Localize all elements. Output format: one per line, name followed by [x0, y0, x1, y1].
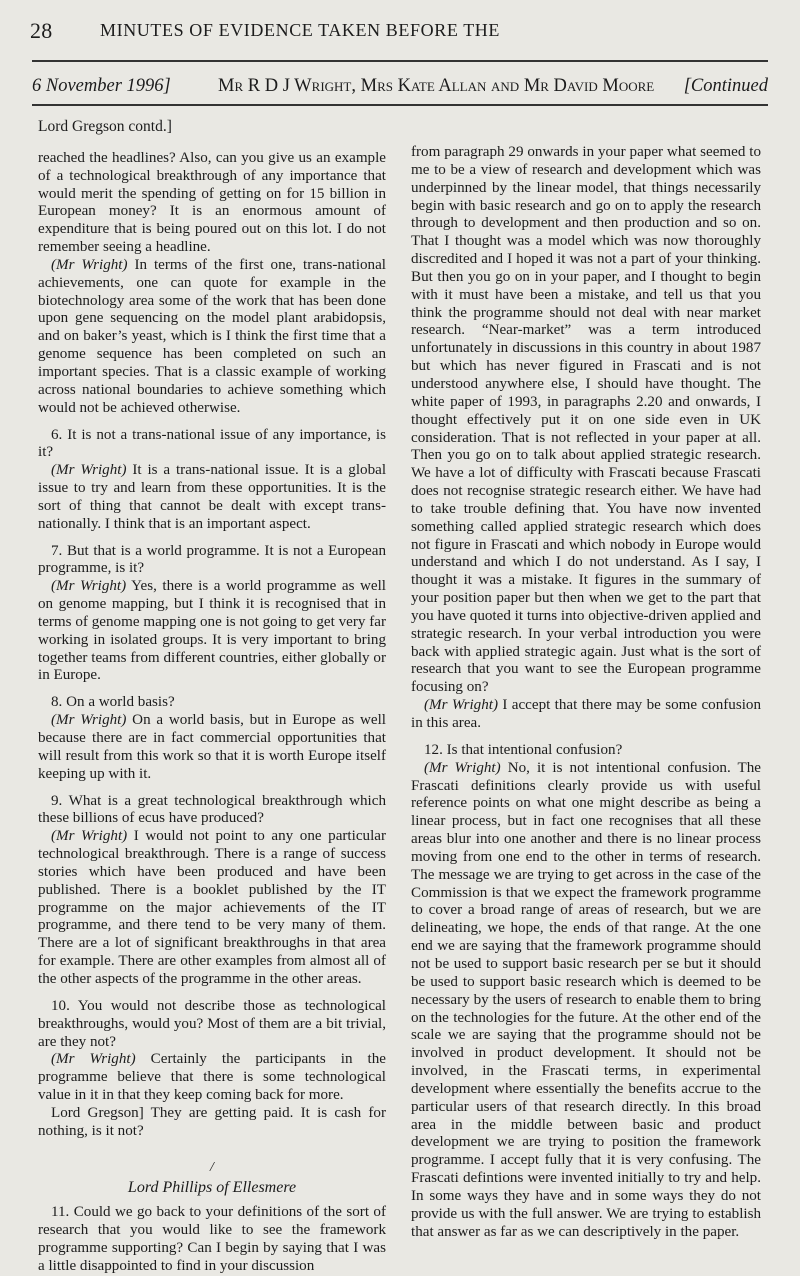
- answer-paragraph: [411, 760, 761, 1242]
- answer-text: In terms of the first one, trans-national achievements, one can quote for example in the biotechnology area some of the work that has been done upon gene sequencing on the model plant arabidopsis, and on baker’s yeast, which is I think the first time that a genome sequence has been completed on such an important species. That is a classic example of working across national boundaries to achieve something which would not be achieved otherwise.: [38, 256, 386, 416]
- answer-speaker: (Mr Wright): [424, 759, 501, 776]
- answer-speaker: (Mr Wright): [51, 462, 127, 479]
- header-rule-bottom: [32, 104, 768, 106]
- answer-paragraph: [411, 697, 761, 733]
- running-title: MINUTES OF EVIDENCE TAKEN BEFORE THE: [100, 20, 500, 40]
- question-continued: from paragraph 29 onwards in your paper what seemed to me to be a view of research and development which was underpinned by the linear model, that things necessarily begin with basic research and go on to apply the research through to development and then production and so on. That I thought was a model which was now thoroughly discredited and I hoped it was not a part of your thinking. But then you go on in your paper, and I thought to begin with it must have been a mistake, and tell us that you think the programme should not deal with near market research. “Near-market” was a term introduced unfortunately in discussions in this country in about 1987 but which has never figured in Frascati and is not understood anywhere else, I should have thought. The white paper of 1993, in paragraphs 2.20 and onwards, I thought effectively put it on one side even in UK consideration. That is not reflected in your paper at all. Then you go on to talk about applied strategic research. We have a lot of difficulty with Frascati because Frascati does not recognise strategic research either. We have had to take trouble defining that. You have now invented something called applied strategic research which does not figure in Frascati and which nobody in Europe would understand and which I do not understand. As I say, I thought it was a mistake. It figures in the summary of your position paper but then when we get to the part that you have quoted it turns into objective-driven applied and strategic research. In your verbal introduction you were back with applied strategic again. Just what is the sort of research that you want to see the European programme focusing on?: [411, 144, 761, 696]
- answer-paragraph: [38, 578, 386, 685]
- answer-paragraph: [38, 257, 386, 418]
- answer-speaker: (Mr Wright): [51, 578, 127, 595]
- question-6: 6. It is not a trans-national issue of any importance, is it?: [38, 426, 386, 461]
- left-column: [38, 118, 386, 1276]
- answer-paragraph: [38, 712, 386, 783]
- continued-label: [Continued: [683, 76, 768, 96]
- question-10: 10. You would not describe those as technological breakthroughs, would you? Most of them are a bit trivial, are they not?: [38, 997, 386, 1050]
- answer-paragraph: [38, 828, 386, 989]
- session-date: 6 November 1996]: [32, 76, 171, 96]
- answer-text: No, it is not intentional confusion. The Frascati definitions clearly provide us with useful reference points on what one might describe as being a linear process, but in fact one recognises that all these areas blur into one another and there is no linear process moving from one end to the other in terms of research. The message we are trying to get across in the case of the Commission is that we expect the framework programme to cover a broad range of areas of research, but we are delineating, we hope, the ends of that range. At the one end we are saying that the framework programme should not be used to support basic research per se but it should be used to support basic research which is deemed to be necessary by the users of research to enable them to bring on the technologies for the future. At the other end of the scale we are saying that the programme should not be involved in product development. It should not be involved, in the Frascati terms, in experimental development where essentially the benefits accrue to the particular users of that research directly. In this broad area in the middle between basic and product development we are trying to position the framework programme. I accept fully that it is very confusing. The Frascati defintions were invented initially to try and help. In some ways they have and in some ways they do not provide us with the full answer. We are trying to establish that answer as far as we can descriptively in the paper.: [411, 759, 761, 1240]
- answer-text: On a world basis, but in Europe as well because there are in fact commercial opportunities that will result from this work so that it is worth Europe itself keeping up with it.: [38, 712, 386, 782]
- stray-mark: /: [210, 1159, 214, 1175]
- answer-speaker: (Mr Wright): [51, 1051, 136, 1068]
- answer-text: Yes, there is a world programme as well on genome mapping, but I think it is recognised that in terms of genome mapping one is not going to get very far working in isolated groups. It is very important to bring together teams from different countries, either globally or in Europe.: [38, 578, 386, 684]
- question-9: 9. What is a great technological breakthrough which these billions of ecus have produced?: [38, 792, 386, 827]
- question-7: 7. But that is a world programme. It is not a European programme, is it?: [38, 542, 386, 577]
- answer-paragraph: [38, 1051, 386, 1105]
- header-rule-top: [32, 60, 768, 62]
- answer-text: I would not point to any one particular technological breakthrough. There is a range of success stories which have been produced and have been published. There is a booklet published by the IT programme on the major achievements of the IT programme, and there tend to be very many of them. There are a lot of significant breakthroughs in that area for example. There are other examples from almost all of the other aspects of the programme in the other areas.: [38, 828, 386, 987]
- page-number: 28: [30, 18, 53, 43]
- interjection: Lord Gregson] They are getting paid. It is cash for nothing, is it not?: [38, 1104, 386, 1139]
- question-8: 8. On a world basis?: [51, 694, 175, 711]
- speaker-heading: Lord Phillips of Ellesmere: [127, 1178, 297, 1196]
- speaker-label: Lord Gregson contd.]: [38, 118, 172, 135]
- question-12: 12. Is that intentional confusion?: [424, 741, 623, 758]
- answer-speaker: (Mr Wright): [51, 828, 128, 845]
- answer-text: Certainly the participants in the programme believe that there is some technological value in it in that they keep coming back for more.: [38, 1051, 386, 1104]
- answer-speaker: (Mr Wright): [51, 256, 128, 273]
- witness-names: Mr R D J Wright, Mrs Kate Allan and Mr David Moore: [218, 76, 655, 96]
- right-column: [411, 144, 761, 1241]
- question-11: 11. Could we go back to your definitions of the sort of research that you would like to see the framework programme supporting? Can I begin by saying that I was a little disappointed to find in your discussion: [38, 1204, 386, 1274]
- answer-paragraph: [38, 462, 386, 533]
- answer-text: It is a trans-national issue. It is a global issue to try and learn from these opportunities. It is the sort of thing that cannot be dealt with except trans-nationally. I think that is an important aspect.: [38, 462, 387, 532]
- question-text: reached the headlines? Also, can you give us an example of a technological breakthrough of any importance that would merit the spending of getting on for 15 billion in European money? It is an enormous amount of expenditure that is being poured out on this lot. I do not remember seeing a headline.: [38, 149, 386, 256]
- answer-text: I accept that there may be some confusion in this area.: [411, 697, 762, 731]
- answer-speaker: (Mr Wright): [51, 712, 127, 729]
- answer-speaker: (Mr Wright): [424, 697, 498, 714]
